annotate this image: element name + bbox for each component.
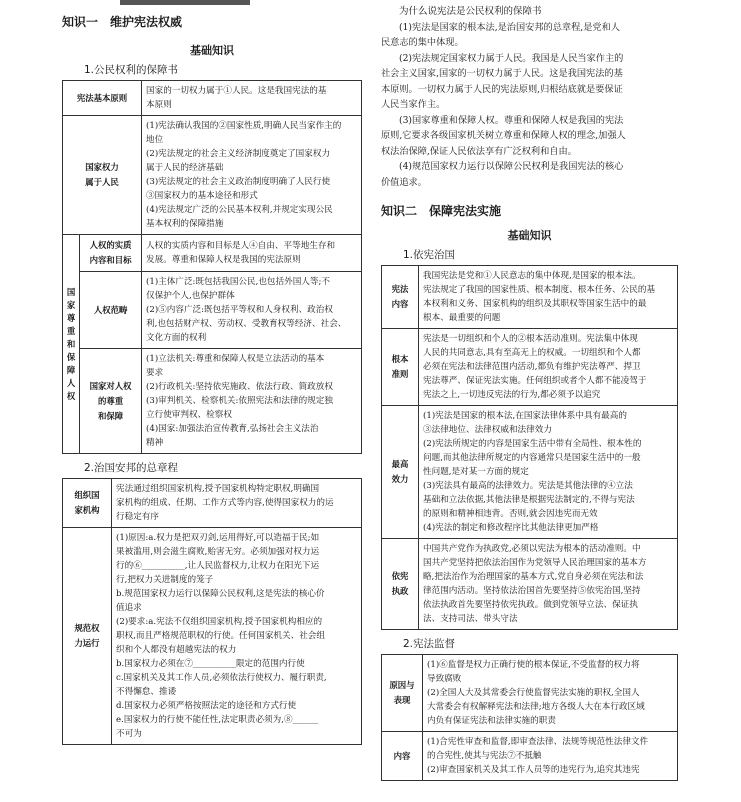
text-line: 人民的共同意志,具有至高无上的权威。一切组织和个人都 bbox=[423, 348, 641, 358]
text-line: ③国家权力的基本途径和形式 bbox=[146, 191, 258, 201]
table-row bbox=[63, 81, 362, 116]
text-line: 宪法是一切组织和个人的②根本活动准则。宪法集中体现 bbox=[423, 334, 638, 344]
text-line: (2)宪法规定的社会主义经济制度奠定了国家权力 bbox=[146, 149, 331, 159]
text-line: (2)宪法所规定的内容是国家生活中带有全局性、根本性的 bbox=[423, 439, 642, 449]
text-line: 问题,而其他法律所规定的内容通常只是国家生活中的一般 bbox=[423, 453, 641, 463]
text-line: (2)行政机关:坚持依宪施政、依法行政、简政放权 bbox=[146, 382, 333, 392]
text-line: 地位 bbox=[146, 135, 164, 145]
text-line: (2)宪法规定国家权力属于人民。我国是人民当家作主的 bbox=[399, 52, 624, 64]
text-line: 值追求 bbox=[116, 603, 142, 613]
text-line: 民意志的集中体现。 bbox=[381, 37, 464, 48]
text-line: 不得懈怠、推诿 bbox=[116, 687, 177, 697]
row-label bbox=[63, 479, 112, 528]
row-content bbox=[112, 528, 362, 745]
text-line: 原则,它要求各级国家机关树立尊重和保障人权的理念,加强人 bbox=[381, 130, 626, 141]
text-line: (3)宪法规定的社会主义政治制度明确了人民行使 bbox=[146, 177, 331, 187]
label-line: 人权的实质 bbox=[89, 240, 132, 250]
row-content bbox=[419, 406, 678, 539]
row-content bbox=[142, 272, 362, 349]
label-line: 和保障 bbox=[98, 410, 124, 421]
label-line: 执政 bbox=[391, 586, 409, 596]
label-line: 表现 bbox=[393, 695, 411, 705]
table-row bbox=[63, 116, 362, 235]
text-line: 性问题,是对某一方面的规定 bbox=[423, 467, 529, 477]
label-line: 家机构 bbox=[74, 505, 100, 515]
row-content bbox=[142, 116, 362, 235]
text-line: 不可为 bbox=[116, 729, 142, 739]
label-line: 规范权 bbox=[74, 623, 100, 633]
row-content bbox=[112, 479, 362, 528]
question-para-4 bbox=[381, 159, 678, 190]
row-label: 人权范畴 bbox=[80, 272, 142, 349]
outer-vertical-label: 国 家 尊 重 和 保 障 人 权 bbox=[63, 235, 80, 454]
row-content bbox=[142, 235, 362, 272]
text-line: 我国宪法是党和①人民意志的集中体现,是国家的根本法。 bbox=[423, 271, 641, 281]
blank-line-8: e.国家权力的行使不能任性,法定职责必须为,⑧______ bbox=[116, 715, 319, 725]
text-line: 人民当家作主。 bbox=[381, 99, 446, 110]
text-line: (2)审查国家机关及其工作人员等的违宪行为,追究其违宪 bbox=[427, 765, 640, 775]
text-line: 大常委会有权解释宪法和法律;地方各级人大在本行政区域 bbox=[427, 702, 645, 712]
text-line: b.规范国家权力运行以保障公民权利,这是宪法的核心价 bbox=[116, 589, 325, 599]
label-line: 效力 bbox=[391, 474, 409, 484]
text-line: 国家的一切权力属于①人民。这是我国宪法的基 bbox=[146, 86, 327, 96]
section-1-title-right: 1.依宪治国 bbox=[403, 249, 456, 261]
question-para-2 bbox=[381, 51, 678, 113]
text-line: (1)主体广泛:既包括我国公民,也包括外国人等;不 bbox=[146, 277, 330, 287]
rule-by-constitution-table bbox=[381, 265, 678, 630]
text-line: 本权利和义务、国家机构的组织及其职权等国家生活中的最 bbox=[423, 299, 647, 309]
row-label bbox=[80, 349, 142, 454]
row-content bbox=[142, 81, 362, 116]
row-label bbox=[80, 235, 142, 272]
text-line: 利,也包括财产权、劳动权、受教育权等经济、社会、 bbox=[146, 319, 347, 329]
label-line: 内容和目标 bbox=[89, 255, 132, 265]
label-line: 准则 bbox=[391, 369, 409, 379]
row-content bbox=[419, 539, 678, 630]
label-line: 根本 bbox=[391, 354, 409, 364]
text-line: (2)全国人大及其常委会行使监督宪法实施的职权,全国人 bbox=[427, 688, 640, 698]
row-label: 宪法基本原则 bbox=[63, 81, 142, 116]
text-line: 本原则 bbox=[146, 100, 172, 110]
text-line: 根本、最重要的问题 bbox=[423, 313, 501, 323]
table-row bbox=[382, 539, 678, 630]
text-line: (4)规范国家权力运行以保障公民权利是我国宪法的核心 bbox=[399, 161, 624, 172]
section-1-title: 1.公民权利的保障书 bbox=[84, 64, 179, 76]
text-line: 宪法通过组织国家机构,授予国家机构特定职权,明确国 bbox=[116, 484, 320, 494]
text-line: 基础和立法依据,其他法律是根据宪法制定的,不得与宪法 bbox=[423, 495, 635, 505]
knowledge-two-heading: 知识二 保障宪法实施 bbox=[381, 204, 502, 218]
label-line: 组织国 bbox=[74, 490, 100, 500]
text-line: (3)宪法具有最高的法律效力。宪法是其他法律的④立法 bbox=[423, 481, 633, 491]
right-column bbox=[381, 0, 678, 781]
text-line: 依法执政首先要坚持依宪执政。做到党领导立法、保证执 bbox=[423, 600, 638, 610]
text-line: 略,把法治作为治理国家的基本方式,党自身必须在宪法和法 bbox=[423, 572, 644, 582]
text-line: 价值追求。 bbox=[381, 176, 427, 188]
text-line: 宪法之上,一切违反宪法的行为,都必须予以追究 bbox=[423, 390, 601, 400]
text-line: 权法治保障,保证人民依法享有广泛权利和自由。 bbox=[381, 145, 577, 157]
row-label bbox=[382, 266, 419, 329]
label-line: 宪法 bbox=[391, 284, 409, 294]
text-line: 宪法规定了我国的国家性质、根本制度、根本任务、公民的基 bbox=[423, 285, 656, 295]
row-label: 内容 bbox=[382, 732, 423, 781]
text-line: (1)合宪性审查和监督,即审查法律、法规等规范性法律文件 bbox=[427, 737, 649, 747]
text-line: (3)国家尊重和保障人权。尊重和保障人权是我国的宪法 bbox=[399, 114, 624, 126]
row-content bbox=[419, 329, 678, 406]
text-line: 的合宪性,使其与宪法⑦不抵触 bbox=[427, 751, 542, 761]
text-line: 律范围内活动。坚持依法治国首先要坚持⑤依宪治国,坚持 bbox=[423, 586, 641, 596]
label-line: 依宪 bbox=[391, 571, 409, 581]
label-line: 最高 bbox=[391, 459, 409, 469]
left-column bbox=[62, 0, 362, 745]
text-line: d.国家权力必须严格按照法定的途径和方式行使 bbox=[116, 701, 297, 711]
table-row bbox=[382, 655, 678, 732]
table-row bbox=[63, 479, 362, 528]
text-line: 内负有保证宪法和法律实施的职责 bbox=[427, 716, 556, 726]
text-line: (3)审判机关、检察机关:依照宪法和法律的规定独 bbox=[146, 396, 333, 406]
table-row bbox=[63, 235, 362, 272]
knowledge-one-heading: 知识一 维护宪法权威 bbox=[62, 15, 183, 29]
text-line: 发展。尊重和保障人权是我国的宪法原则 bbox=[146, 255, 301, 265]
governance-table bbox=[62, 478, 362, 745]
text-line: 精神 bbox=[146, 438, 164, 448]
text-line: 本原则。一切权力属于人民的宪法原则,归根结底就是要保证 bbox=[381, 83, 623, 95]
text-line: (2)要求:a.宪法不仅组织国家机构,授予国家机构相应的 bbox=[116, 617, 323, 627]
row-label bbox=[382, 655, 423, 732]
text-line: 国共产党坚持把依法治国作为党领导人民治理国家的基本方 bbox=[423, 558, 647, 568]
table-row bbox=[63, 528, 362, 745]
text-line: 宪法尊严、保证宪法实施。任何组织或者个人都不能凌驾于 bbox=[423, 376, 647, 386]
label-line: 力运行 bbox=[74, 638, 100, 648]
blank-line-6: 行的⑥__________,让人民监督权力,让权力在阳光下运 bbox=[116, 561, 320, 571]
table-row bbox=[382, 406, 678, 539]
text-line: (1)立法机关:尊重和保障人权是立法活动的基本 bbox=[146, 354, 325, 364]
basic-knowledge-title: 基础知识 bbox=[190, 44, 234, 57]
row-label bbox=[382, 329, 419, 406]
table-row bbox=[382, 732, 678, 781]
label-line: 的尊重 bbox=[98, 395, 124, 406]
text-line: 法、支持司法、带头守法 bbox=[423, 614, 518, 624]
text-line: (4)宪法的制定和修改程序比其他法律更加严格 bbox=[423, 523, 599, 533]
table-row bbox=[382, 266, 678, 329]
text-line: (1)宪法是国家的根本法,在国家法律体系中具有最高的 bbox=[423, 411, 627, 421]
text-line: (2)⑤内容广泛:既包括平等权和人身权利、政治权 bbox=[146, 305, 333, 315]
text-line: 仅保护个人,也保护群体 bbox=[146, 291, 235, 301]
question-para-3 bbox=[381, 113, 678, 160]
text-line: ③法律地位、法律权威和法律效力 bbox=[423, 425, 552, 435]
row-label bbox=[382, 406, 419, 539]
row-content bbox=[419, 266, 678, 329]
row-label bbox=[382, 539, 419, 630]
text-line: (1)⑥监督是权力正确行使的根本保证,不受监督的权力将 bbox=[427, 660, 640, 670]
section-2-title: 2.治国安邦的总章程 bbox=[84, 462, 179, 474]
table-row bbox=[382, 329, 678, 406]
text-line: (4)宪法规定广泛的公民基本权利,并规定实现公民 bbox=[146, 205, 333, 215]
rights-guarantee-table bbox=[62, 80, 362, 454]
text-line: (1)原因:a.权力是把双刃剑,运用得好,可以造福于民;如 bbox=[116, 533, 320, 543]
label-line: 国家权力 bbox=[85, 162, 119, 172]
text-line: 人权的实质内容和目标是人④自由、平等地生存和 bbox=[146, 241, 336, 251]
text-line: (1)宪法是国家的根本法,是治国安邦的总章程,是党和人 bbox=[399, 21, 620, 33]
text-line: 文化方面的权利 bbox=[146, 333, 207, 343]
row-content bbox=[423, 732, 678, 781]
text-line: 属于人民的经济基础 bbox=[146, 163, 224, 173]
row-label bbox=[63, 116, 142, 235]
section-2-title-right: 2.宪法监督 bbox=[403, 638, 456, 650]
text-line: 行稳定有序 bbox=[116, 512, 159, 522]
text-line: 基本权利的保障措施 bbox=[146, 219, 224, 229]
text-line: 职权,而且严格规范职权的行使。任何国家机关、社会组 bbox=[116, 631, 325, 641]
label-line: 国家对人权 bbox=[89, 380, 132, 391]
text-line: 家机构的组成、任期、工作方式等内容,使得国家权力的运 bbox=[116, 498, 334, 508]
label-line: 属于人民 bbox=[85, 177, 119, 187]
text-line: 的原则和精神相违背。否则,就会因违宪而无效 bbox=[423, 509, 598, 519]
text-line: 行,把权力关进制度的笼子 bbox=[116, 575, 214, 585]
table-row bbox=[63, 349, 362, 454]
question-para-1 bbox=[381, 20, 678, 51]
text-line: 要求 bbox=[146, 368, 164, 378]
text-line: (4)国家:加强法治宣传教育,弘扬社会主义法治 bbox=[146, 424, 319, 434]
text-line: 社会主义国家,国家的一切权力属于人民。这是我国宪法的基 bbox=[381, 68, 623, 79]
text-line: (1)宪法确认我国的②国家性质,明确人民当家作主的 bbox=[146, 121, 342, 131]
text-line: 果被滥用,则会滋生腐败,贻害无穷。必须加强对权力运 bbox=[116, 547, 320, 557]
label-line: 原因与 bbox=[389, 680, 415, 690]
text-line: 中国共产党作为执政党,必须以宪法为根本的活动准则。中 bbox=[423, 544, 641, 554]
row-content bbox=[423, 655, 678, 732]
question-title: 为什么说宪法是公民权利的保障书 bbox=[399, 6, 542, 17]
text-line: 立行使审判权、检察权 bbox=[146, 410, 232, 420]
row-content bbox=[142, 349, 362, 454]
blank-line-7: b.国家权力必须在⑦__________限定的范围内行使 bbox=[116, 659, 305, 669]
text-line: c.国家机关及其工作人员,必须依法行使权力、履行职责, bbox=[116, 673, 327, 683]
text-line: 织和个人都没有超越宪法的权力 bbox=[116, 645, 237, 655]
constitution-supervision-table bbox=[381, 654, 678, 781]
label-line: 内容 bbox=[391, 299, 409, 309]
text-line: 导致腐败 bbox=[427, 674, 462, 684]
text-line: 必须在宪法和法律范围内活动,都负有维护宪法尊严、捍卫 bbox=[423, 362, 641, 372]
basic-knowledge-title-2: 基础知识 bbox=[507, 229, 552, 242]
table-row bbox=[63, 272, 362, 349]
row-label bbox=[63, 528, 112, 745]
